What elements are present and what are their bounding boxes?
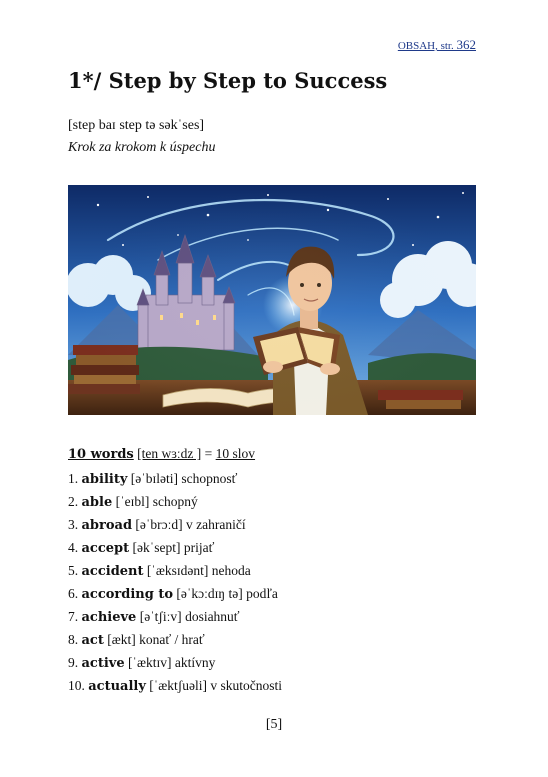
item-number: 7. xyxy=(68,609,82,624)
item-term: accident xyxy=(81,564,144,579)
item-pronunciation: [ˈeɪbl] xyxy=(112,494,153,509)
word-count-translation: 10 slov xyxy=(215,446,256,461)
item-meaning: schopnosť xyxy=(181,471,238,486)
list-item xyxy=(68,559,282,582)
item-meaning: v zahraničí xyxy=(186,517,246,532)
list-item xyxy=(68,490,282,513)
item-meaning: schopný xyxy=(152,494,198,509)
item-term: active xyxy=(81,656,125,671)
item-term: achieve xyxy=(81,610,137,625)
fantasy-reading-illustration xyxy=(68,185,476,415)
item-pronunciation: [ækt] xyxy=(103,632,140,647)
toc-page-number: 362 xyxy=(456,37,476,52)
item-term: able xyxy=(81,495,113,510)
item-number: 2. xyxy=(68,494,82,509)
list-item xyxy=(68,467,282,490)
list-item xyxy=(68,536,282,559)
item-pronunciation: [əˈtʃiːv] xyxy=(136,609,186,624)
item-pronunciation: [əˈbɪləti] xyxy=(127,471,182,486)
word-count-heading xyxy=(68,446,255,462)
item-number: 9. xyxy=(68,655,82,670)
item-meaning: prijať xyxy=(183,540,215,555)
item-number: 10. xyxy=(68,678,89,693)
item-meaning: v skutočnosti xyxy=(210,678,283,693)
item-term: according to xyxy=(81,587,174,602)
item-pronunciation: [ˈæktɪv] xyxy=(124,655,175,670)
item-number: 8. xyxy=(68,632,82,647)
title-translation: Krok za krokom k úspechu xyxy=(68,140,216,155)
item-number: 4. xyxy=(68,540,82,555)
toc-label: OBSAH, str. xyxy=(397,40,457,52)
item-meaning: dosiahnuť xyxy=(185,609,240,624)
item-meaning: nehoda xyxy=(211,563,251,578)
item-number: 1. xyxy=(68,471,82,486)
item-meaning: aktívny xyxy=(174,655,216,670)
item-number: 5. xyxy=(68,563,82,578)
list-item xyxy=(68,674,282,697)
equals-sign: = xyxy=(201,446,216,461)
item-term: act xyxy=(81,633,104,648)
item-term: ability xyxy=(81,472,128,487)
title-phonetic: [step baɪ step tə səkˈses] xyxy=(68,118,205,133)
item-pronunciation: [ˈæktʃuəli] xyxy=(145,678,211,693)
item-number: 3. xyxy=(68,517,82,532)
item-meaning: podľa xyxy=(246,586,278,601)
list-item xyxy=(68,651,282,674)
item-term: accept xyxy=(81,541,130,556)
item-pronunciation: [ˈæksɪdənt] xyxy=(143,563,212,578)
item-term: abroad xyxy=(81,518,133,533)
page-number: [5] xyxy=(265,717,283,732)
table-of-contents-link[interactable] xyxy=(398,37,476,53)
list-item xyxy=(68,605,282,628)
word-count-label: 10 words xyxy=(68,447,134,462)
list-item xyxy=(68,628,282,651)
item-number: 6. xyxy=(68,586,82,601)
item-pronunciation: [əˈbrɔːd] xyxy=(132,517,187,532)
list-item xyxy=(68,582,282,605)
lesson-title: 1*/ Step by Step to Success xyxy=(68,68,388,93)
item-term: actually xyxy=(88,679,146,694)
item-meaning: konať / hrať xyxy=(139,632,205,647)
vocabulary-list xyxy=(68,467,282,697)
word-count-phonetic: [ten wɜːdz ] xyxy=(137,446,202,461)
list-item xyxy=(68,513,282,536)
item-pronunciation: [əkˈsept] xyxy=(129,540,184,555)
item-pronunciation: [əˈkɔːdɪŋ tə] xyxy=(173,586,247,601)
